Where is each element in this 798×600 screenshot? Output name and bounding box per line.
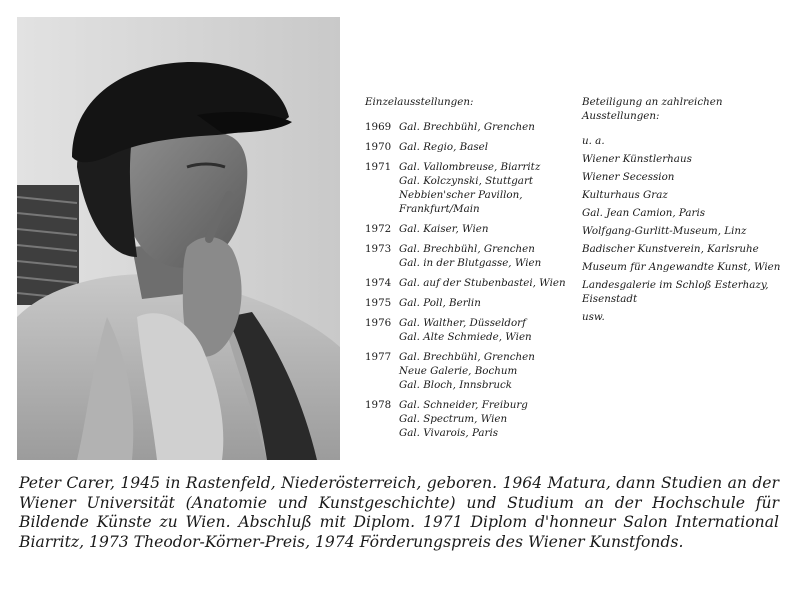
gallery-name: Gal. Vallombreuse, Biarritz xyxy=(399,161,541,173)
exhibition-galleries xyxy=(399,350,580,392)
exhibition-galleries xyxy=(399,222,580,236)
gallery-name: Neue Galerie, Bochum xyxy=(399,365,518,377)
group-exhibition-item: Gal. Jean Camion, Paris xyxy=(582,207,706,219)
group-exhibition-item: Museum für Angewandte Kunst, Wien xyxy=(582,261,781,273)
exhibition-galleries xyxy=(399,160,580,216)
group-exhibitions-section xyxy=(582,95,792,328)
group-exhibition-item: u. a. xyxy=(582,135,605,147)
exhibition-year: 1977 xyxy=(365,351,392,363)
exhibition-entry xyxy=(365,296,580,310)
group-exhibition-item: Wiener Künstlerhaus xyxy=(582,153,692,165)
gallery-name: Gal. auf der Stubenbastei, Wien xyxy=(399,277,566,289)
exhibition-entry xyxy=(365,160,580,216)
group-exhibition-item: Kulturhaus Graz xyxy=(582,189,668,201)
exhibition-year: 1976 xyxy=(365,317,392,329)
group-exhibition-item: Landesgalerie im Schloß Esterhazy, Eisenstadt xyxy=(582,279,769,305)
group-exhibitions-list xyxy=(582,134,792,324)
exhibition-galleries xyxy=(399,296,580,310)
gallery-name: Frankfurt/Main xyxy=(399,203,480,215)
exhibition-entry xyxy=(365,222,580,236)
exhibition-galleries xyxy=(399,398,580,440)
exhibition-entry xyxy=(365,350,580,392)
group-exhibition-item: Wiener Secession xyxy=(582,171,675,183)
solo-exhibitions-section xyxy=(365,95,580,446)
exhibition-entry xyxy=(365,242,580,270)
gallery-name: Gal. in der Blutgasse, Wien xyxy=(399,257,542,269)
group-exhibition-item: usw. xyxy=(582,311,605,323)
exhibition-year: 1972 xyxy=(365,223,392,235)
exhibition-galleries xyxy=(399,316,580,344)
portrait-illustration xyxy=(17,17,340,460)
solo-exhibitions-title: Einzelausstellungen: xyxy=(365,96,474,108)
gallery-name: Gal. Regio, Basel xyxy=(399,141,489,153)
exhibition-galleries xyxy=(399,140,580,154)
group-exhibition-item: Badischer Kunstverein, Karlsruhe xyxy=(582,243,759,255)
artist-portrait-photo xyxy=(17,17,340,460)
exhibition-galleries xyxy=(399,242,580,270)
gallery-name: Gal. Bloch, Innsbruck xyxy=(399,379,512,391)
exhibition-entry xyxy=(365,276,580,290)
exhibition-entry xyxy=(365,140,580,154)
gallery-name: Gal. Brechbühl, Grenchen xyxy=(399,351,535,363)
gallery-name: Gal. Vivarois, Paris xyxy=(399,427,499,439)
exhibition-galleries xyxy=(399,120,580,134)
gallery-name: Nebbien'scher Pavillon, xyxy=(399,189,523,201)
group-exhibition-item: Wolfgang-Gurlitt-Museum, Linz xyxy=(582,225,747,237)
exhibition-year: 1978 xyxy=(365,399,392,411)
exhibition-year: 1975 xyxy=(365,297,392,309)
gallery-name: Gal. Poll, Berlin xyxy=(399,297,481,309)
exhibition-year: 1969 xyxy=(365,121,392,133)
gallery-name: Gal. Walther, Düsseldorf xyxy=(399,317,526,329)
exhibition-year: 1970 xyxy=(365,141,392,153)
exhibition-entry xyxy=(365,120,580,134)
gallery-name: Gal. Schneider, Freiburg xyxy=(399,399,528,411)
exhibition-entry xyxy=(365,398,580,440)
gallery-name: Gal. Alte Schmiede, Wien xyxy=(399,331,532,343)
gallery-name: Gal. Kolczynski, Stuttgart xyxy=(399,175,534,187)
group-exhibitions-title: Beteiligung an zahlreichen Ausstellungen: xyxy=(582,96,723,122)
exhibition-galleries xyxy=(399,276,580,290)
exhibition-year: 1971 xyxy=(365,161,392,173)
exhibition-year: 1974 xyxy=(365,277,392,289)
solo-exhibitions-list xyxy=(365,120,580,440)
gallery-name: Gal. Brechbühl, Grenchen xyxy=(399,243,535,255)
artist-biography: Peter Carer, 1945 in Rastenfeld, Niederösterreich, geboren. 1964 Matura, dann Studien an der Wiener Universität (Anatomie und Kunstgeschichte) und Studium an der Hochschule für Bildende Künste zu Wien. Abschluß mit Diplom. 1971 Diplom d'honneur Salon International Biarritz, 1973 Theodor-Körner-Preis, 1974 Förderungspreis des Wiener Kunstfonds. xyxy=(19,474,779,551)
gallery-name: Gal. Spectrum, Wien xyxy=(399,413,508,425)
exhibition-entry xyxy=(365,316,580,344)
exhibition-year: 1973 xyxy=(365,243,392,255)
gallery-name: Gal. Brechbühl, Grenchen xyxy=(399,121,535,133)
gallery-name: Gal. Kaiser, Wien xyxy=(399,223,489,235)
